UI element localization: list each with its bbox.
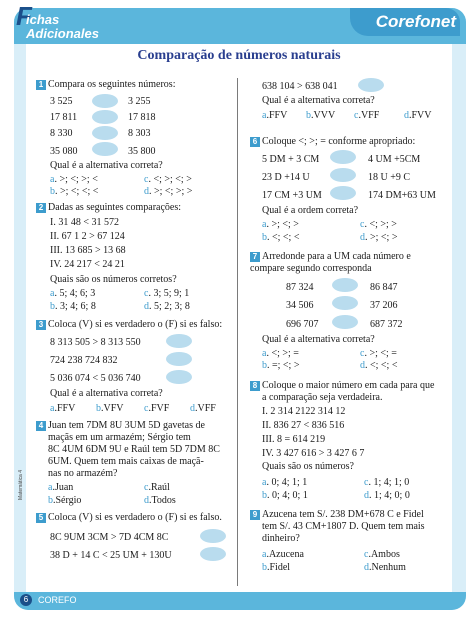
option-text: VVV	[313, 110, 336, 121]
number: 687 372	[370, 319, 403, 330]
logo-initial: F	[16, 1, 32, 31]
option-text: Azucena	[268, 549, 304, 560]
expression: 18 U +9 C	[368, 172, 411, 183]
question-text: Coloque o maior número em cada para que	[262, 380, 435, 391]
option-text: VFF	[360, 110, 380, 121]
logo-line1: ichas	[26, 12, 60, 27]
option-text: VFF	[197, 403, 216, 414]
option-letter: d	[360, 232, 365, 243]
option-letter: d	[360, 360, 365, 371]
option-text: <; >; >	[369, 219, 397, 230]
question-prompt: Qual é a alternativa correta?	[50, 388, 163, 399]
number: 35 080	[50, 146, 78, 157]
answer-oval[interactable]	[330, 186, 356, 200]
option-letter: a	[262, 477, 267, 488]
option-d[interactable]: d. <; <; <	[360, 360, 398, 371]
question-number: 8	[250, 381, 260, 391]
option-letter: d	[144, 495, 149, 506]
option-text: FVF	[150, 403, 170, 414]
option-text: <; >; =	[271, 348, 299, 359]
question-text: a comparação seja verdadeira.	[262, 392, 383, 403]
option-text: >; <; <; <	[60, 186, 99, 197]
option-b[interactable]: b. =; <; >	[262, 360, 300, 371]
page-title: Comparação de números naturais	[137, 48, 341, 63]
option-letter: c	[144, 174, 149, 185]
answer-oval[interactable]	[200, 529, 226, 543]
option-letter: d	[144, 301, 149, 312]
option-letter: d	[144, 186, 149, 197]
option-text: Sérgio	[55, 495, 82, 506]
option-letter: a	[50, 288, 55, 299]
answer-oval[interactable]	[332, 296, 358, 310]
question-number: 5	[36, 513, 46, 523]
logo-line2: Adicionales	[26, 26, 99, 41]
option-b[interactable]: b. 3; 4; 6; 8	[50, 301, 96, 312]
question-text: 6UM. Quem tem mais caixas de maçã-	[48, 456, 204, 467]
option-c[interactable]: c.Ambos	[364, 549, 400, 560]
statement: 724 238 724 832	[50, 355, 118, 366]
question-number: 4	[36, 421, 46, 431]
number: 34 506	[286, 300, 314, 311]
option-letter: d	[364, 490, 369, 501]
option-letter: c	[144, 288, 149, 299]
option-letter: b	[262, 232, 267, 243]
option-letter: d	[404, 110, 409, 121]
option-letter: d	[364, 562, 369, 573]
comparison-row: IV. 24 217 < 24 21	[50, 259, 125, 270]
question-text: 8C 4UM 6DM 9U e Raúl tem 5D 7DM 8C	[48, 444, 220, 455]
option-text: >; <; >; <	[59, 174, 98, 185]
question-3	[36, 319, 222, 330]
question-prompt: Qual é a alternativa correta?	[262, 95, 375, 106]
number: 3 525	[50, 96, 73, 107]
option-b[interactable]: b. <; <; <	[262, 232, 300, 243]
answer-oval[interactable]	[92, 142, 118, 156]
comparison-row: II. 836 27 < 836 516	[262, 420, 345, 431]
expression: 23 D +14 U	[262, 172, 310, 183]
question-prompt: Qual é a alternativa correta?	[50, 160, 163, 171]
option-b[interactable]: b.Sérgio	[48, 495, 82, 506]
option-text: >; <; >	[370, 232, 398, 243]
question-9	[250, 509, 424, 520]
option-c[interactable]: c.VFF	[354, 110, 380, 121]
number: 8 330	[50, 128, 73, 139]
option-letter: a	[48, 482, 53, 493]
comparison-row: III. 13 685 > 13 68	[50, 245, 126, 256]
question-number: 3	[36, 320, 46, 330]
expression: 17 CM +3 UM	[262, 190, 322, 201]
option-text: FFV	[268, 110, 288, 121]
question-5	[36, 512, 222, 523]
option-text: <; <; <	[370, 360, 398, 371]
option-text: Juan	[54, 482, 74, 493]
comparison-row: I. 31 48 < 31 572	[50, 217, 119, 228]
option-letter: a	[262, 110, 267, 121]
option-letter: c	[364, 477, 369, 488]
side-label: Matemática 4	[18, 469, 24, 500]
option-b[interactable]: b. 0; 4; 0; 1	[262, 490, 308, 501]
statement: 5 036 074 < 5 036 740	[50, 373, 141, 384]
option-b[interactable]: b.VFV	[96, 403, 124, 414]
option-a[interactable]: a. >; <; >	[262, 219, 299, 230]
option-letter: b	[262, 490, 267, 501]
answer-oval[interactable]	[92, 110, 118, 124]
question-7	[250, 251, 446, 275]
option-c[interactable]: c. >; <; =	[360, 348, 397, 359]
option-letter: c	[364, 549, 369, 560]
question-number: 9	[250, 510, 260, 520]
option-letter: d	[190, 403, 195, 414]
publisher-name: COREFO	[38, 595, 77, 605]
option-c[interactable]: c.Raúl	[144, 482, 170, 493]
option-letter: a	[50, 174, 55, 185]
answer-oval[interactable]	[166, 370, 192, 384]
question-text: Juan tem 7DM 8U 3UM 5D gavetas de	[48, 420, 205, 431]
option-c[interactable]: c. 3; 5; 9; 1	[144, 288, 190, 299]
comparison-row: IV. 3 427 616 > 3 427 6 7	[262, 448, 365, 459]
answer-oval[interactable]	[358, 78, 384, 92]
option-letter: a	[262, 549, 267, 560]
option-text: >; <; =	[369, 348, 397, 359]
option-a[interactable]: a.FFV	[262, 110, 288, 121]
option-d[interactable]: d. >; <; >	[360, 232, 398, 243]
page-number: 6	[20, 594, 32, 606]
option-a[interactable]: a.Juan	[48, 482, 74, 493]
answer-oval[interactable]	[92, 94, 118, 108]
question-prompt: Quais são os números corretos?	[50, 274, 177, 285]
comparison-row: I. 2 314 2122 314 12	[262, 406, 346, 417]
option-d[interactable]: d. 5; 2; 3; 8	[144, 301, 190, 312]
question-number: 1	[36, 80, 46, 90]
statement: 38 D + 14 C < 25 UM + 130U	[50, 550, 172, 561]
option-d[interactable]: d.Todos	[144, 495, 176, 506]
expression: 4 UM +5CM	[368, 154, 421, 165]
number: 17 818	[128, 112, 156, 123]
option-c[interactable]: c. <; >; >	[360, 219, 397, 230]
option-text: FFV	[56, 403, 76, 414]
option-d[interactable]: d. >; <; >; >	[144, 186, 193, 197]
option-text: <; <; <	[272, 232, 300, 243]
answer-oval[interactable]	[332, 315, 358, 329]
option-letter: c	[360, 348, 365, 359]
option-text: 0; 4; 0; 1	[272, 490, 308, 501]
option-c[interactable]: c.FVF	[144, 403, 170, 414]
question-text: maçãs em um armazém; Sérgio tem	[48, 432, 191, 443]
question-text: Compara os seguintes números:	[48, 79, 176, 90]
option-letter: c	[354, 110, 359, 121]
number: 17 811	[50, 112, 78, 123]
option-text: 5; 2; 3; 8	[154, 301, 190, 312]
option-d[interactable]: d.VFF	[190, 403, 216, 414]
question-prompt: Quais são os números?	[262, 461, 354, 472]
option-letter: c	[360, 219, 365, 230]
option-text: 3; 4; 6; 8	[60, 301, 96, 312]
question-text: Coloca (V) si es verdadero o (F) si es falso:	[48, 319, 223, 330]
option-b[interactable]: b.VVV	[306, 110, 336, 121]
option-letter: b	[306, 110, 311, 121]
option-text: Todos	[151, 495, 176, 506]
question-text: Dadas as seguintes comparações:	[48, 202, 182, 213]
answer-oval[interactable]	[92, 126, 118, 140]
option-letter: c	[144, 482, 149, 493]
option-text: FVV	[411, 110, 432, 121]
option-text: >; <; >; >	[154, 186, 193, 197]
question-text: Arredonde para a UM cada número e compare segundo corresponda	[250, 251, 411, 274]
answer-oval[interactable]	[332, 278, 358, 292]
answer-oval[interactable]	[330, 150, 356, 164]
option-text: =; <; >	[272, 360, 300, 371]
option-a[interactable]: a. >; <; >; <	[50, 174, 98, 185]
option-b[interactable]: b.Fidel	[262, 562, 291, 573]
option-b[interactable]: b. >; <; <; <	[50, 186, 99, 197]
option-a[interactable]: a. <; >; =	[262, 348, 299, 359]
question-4	[36, 420, 205, 431]
answer-oval[interactable]	[166, 334, 192, 348]
option-letter: b	[50, 301, 55, 312]
number: 3 255	[128, 96, 151, 107]
option-a[interactable]: a.Azucena	[262, 549, 304, 560]
question-2	[36, 202, 181, 213]
expression: 5 DM + 3 CM	[262, 154, 320, 165]
option-a[interactable]: a.FFV	[50, 403, 76, 414]
option-letter: b	[262, 562, 267, 573]
option-text: Raúl	[150, 482, 170, 493]
question-prompt: Qual é a ordem correta?	[262, 205, 359, 216]
question-text: Coloque <; >; = conforme apropriado:	[262, 136, 416, 147]
option-d[interactable]: d. 1; 4; 0; 0	[364, 490, 410, 501]
option-letter: c	[144, 403, 149, 414]
option-text: Fidel	[269, 562, 291, 573]
expression: 174 DM+63 UM	[368, 190, 436, 201]
footer	[14, 592, 466, 610]
question-prompt: Qual é a alternativa correta?	[262, 334, 375, 345]
option-a[interactable]: a. 5; 4; 6; 3	[50, 288, 96, 299]
option-text: >; <; >	[271, 219, 299, 230]
number: 37 206	[370, 300, 398, 311]
option-letter: a	[262, 348, 267, 359]
question-number: 7	[250, 252, 260, 262]
number: 87 324	[286, 282, 314, 293]
option-c[interactable]: c. <; >; <; >	[144, 174, 192, 185]
answer-oval[interactable]	[330, 168, 356, 182]
option-text: <; >; <; >	[153, 174, 192, 185]
option-text: Ambos	[370, 549, 400, 560]
option-text: 5; 4; 6; 3	[59, 288, 96, 299]
statement: 8 313 505 > 8 313 550	[50, 337, 141, 348]
option-a[interactable]: a. 0; 4; 1; 1	[262, 477, 308, 488]
question-number: 6	[250, 137, 260, 147]
option-c[interactable]: c. 1; 4; 1; 0	[364, 477, 410, 488]
option-letter: a	[262, 219, 267, 230]
question-6	[250, 136, 415, 147]
question-1	[36, 79, 175, 90]
option-letter: b	[50, 186, 55, 197]
option-text: 1; 4; 1; 0	[373, 477, 410, 488]
answer-oval[interactable]	[200, 547, 226, 561]
comparison-row: III. 8 = 614 219	[262, 434, 326, 445]
number: 86 847	[370, 282, 398, 293]
question-8	[250, 380, 434, 391]
option-d[interactable]: d.FVV	[404, 110, 432, 121]
question-text: Azucena tem S/. 238 DM+678 C e Fidel	[262, 509, 424, 520]
answer-oval[interactable]	[166, 352, 192, 366]
option-text: 3; 5; 9; 1	[153, 288, 190, 299]
question-number: 2	[36, 203, 46, 213]
option-letter: b	[48, 495, 53, 506]
option-letter: b	[262, 360, 267, 371]
number: 8 303	[128, 128, 151, 139]
option-text: 1; 4; 0; 0	[374, 490, 410, 501]
statement: 8C 9UM 3CM > 7D 4CM 8C	[50, 532, 169, 543]
question-text: dinheiro?	[262, 533, 300, 544]
brand-name: Corefonet	[375, 12, 456, 31]
option-letter: b	[96, 403, 101, 414]
option-letter: a	[50, 403, 55, 414]
number: 696 707	[286, 319, 319, 330]
column-divider	[237, 78, 238, 586]
question-text: nas no armazém?	[48, 468, 118, 479]
option-text: 0; 4; 1; 1	[271, 477, 308, 488]
number: 35 800	[128, 146, 156, 157]
statement: 638 104 > 638 041	[262, 81, 338, 92]
question-text: Coloca (V) si es verdadero o (F) si es falso.	[48, 512, 222, 523]
comparison-row: II. 67 1 2 > 67 124	[50, 231, 125, 242]
option-d[interactable]: d.Nenhum	[364, 562, 406, 573]
option-text: Nenhum	[371, 562, 406, 573]
option-text: VFV	[103, 403, 124, 414]
question-text: tem S/. 43 CM+1807 D. Quem tem mais	[262, 521, 425, 532]
